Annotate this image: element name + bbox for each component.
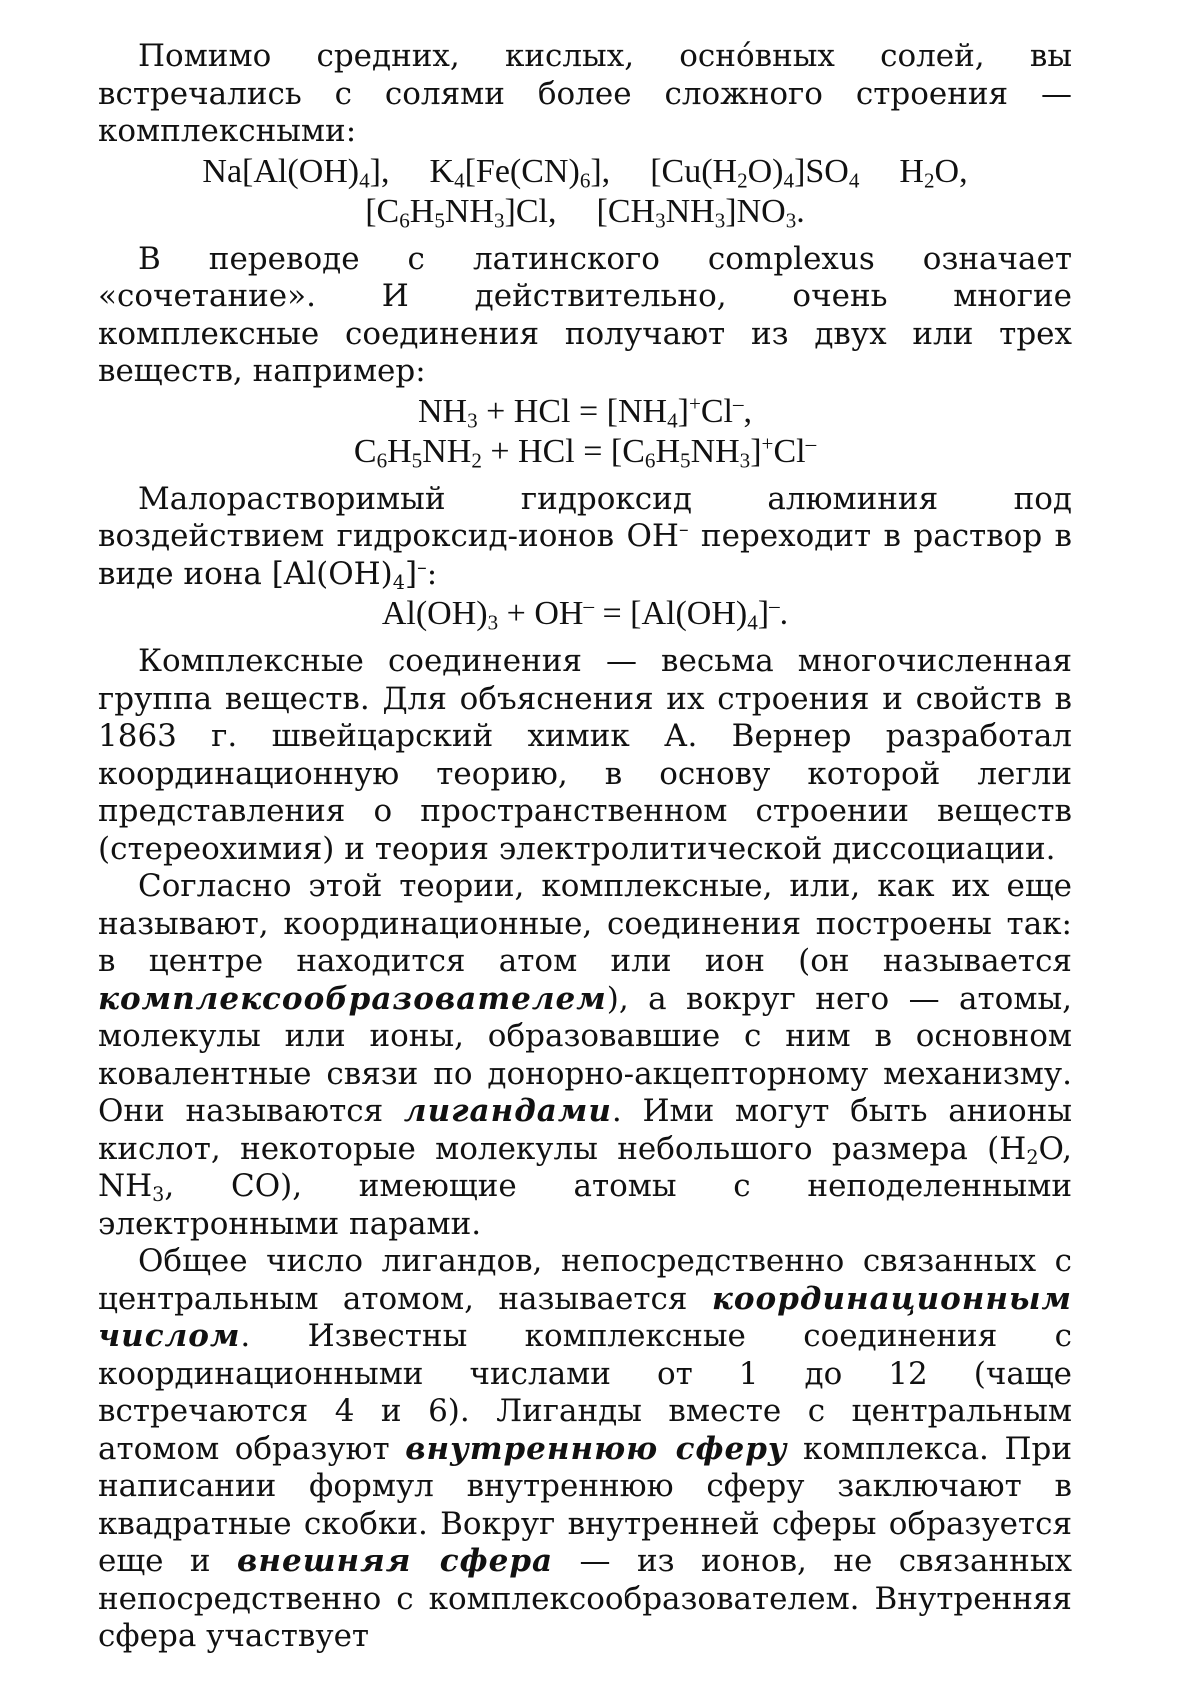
werner-paragraph: Комплексные соединения — весьма многочисленная группа веществ. Для объяснения их строения и свойств в 1863 г. швейцарский химик А. Вернер разработал координационную теорию, в основу которой легли представления о пространственном строении веществ (стереохимия) и теория электролитической диссоциации.: [98, 643, 1072, 867]
formula-na-al-oh4: $Na[Al(OH)_4]$,: [202, 152, 390, 192]
term-coordination-number: координационным числом: [98, 1280, 1072, 1354]
formula-cu-h2o4-so4-h2o: $[Cu(H_2O)_4]SO_4$ $H_2O$,: [650, 152, 968, 192]
reaction-nh3-hcl: $NH_3$ + HCl = $[NH_4]^+Cl^-$,: [417, 390, 753, 432]
complexus-paragraph: В переводе с латинского complexus означает «сочетание». И действительно, очень многие комплексные соединения получают из двух или трех веществ, например:: [98, 240, 1072, 389]
aluminium-paragraph: Малорастворимый гидроксид алюминия под воздействием гидроксид-ионов OH– переходит в раствор в виде иона $[Al(OH)_4]^-$:: [98, 480, 1072, 594]
term-complexing-agent: комплексообразователем: [98, 980, 607, 1017]
complex-salts-formula-line-2: [98, 193, 1072, 231]
term-inner-sphere: внутреннюю сферу: [405, 1430, 788, 1467]
complex-salts-formula-line-1: [98, 153, 1072, 191]
formula-k4-fe-cn6: $K_4[Fe(CN)_6]$,: [429, 152, 611, 192]
theory-paragraph: Согласно этой теории, комплексные, или, как их еще называют, координационные, соединения построены так: в центре находится атом или ион (он называется комплексообразователем), а вокруг него — атомы, молекулы или ионы, образовавшие с ним в основном ковалентные связи по донорно-акцепторному механизму. Они называются лигандами. Ими могут быть анионы кислот, некоторые молекулы небольшого размера ($H_2O$, $NH_3$, CO), имеющие атомы с неподеленными электронными парами.: [98, 868, 1072, 1242]
formula-c6h5nh3-cl: $[C_6H_5NH_3]Cl$,: [365, 192, 557, 232]
reaction-aluminium-hydroxide: $Al(OH)_3 + OH^- = [Al(OH)_4]^-$.: [381, 593, 789, 635]
formula-ch3nh3-no3: $[CH_3NH_3]NO_3$.: [596, 192, 805, 232]
intro-paragraph: Помимо средних, кислых, осно́вных солей, вы встречались с солями более сложного строения — комплексными:: [98, 38, 1072, 149]
coordination-paragraph: Общее число лигандов, непосредственно связанных с центральным атомом, называется координационным числом. Известны комплексные соединения с координационными числами от 1 до 12 (чаще встречаются 4 и 6). Лиганды вместе с центральным атомом образуют внутреннюю сферу комплекса. При написании формул внутреннюю сферу заключают в квадратные скобки. Вокруг внутренней сферы образуется еще и внешняя сфера — из ионов, не связанных непосредственно с комплексообразователем. Внутренняя сфера участвует: [98, 1243, 1072, 1654]
textbook-page: [98, 38, 1072, 1656]
reaction-aniline-hcl: $C_6H_5NH_2$ + HCl = $[C_6H_5NH_3]^+Cl^-$: [353, 430, 817, 472]
term-ligands: лигандами: [403, 1093, 612, 1129]
term-outer-sphere: внешняя сфера: [237, 1543, 554, 1579]
